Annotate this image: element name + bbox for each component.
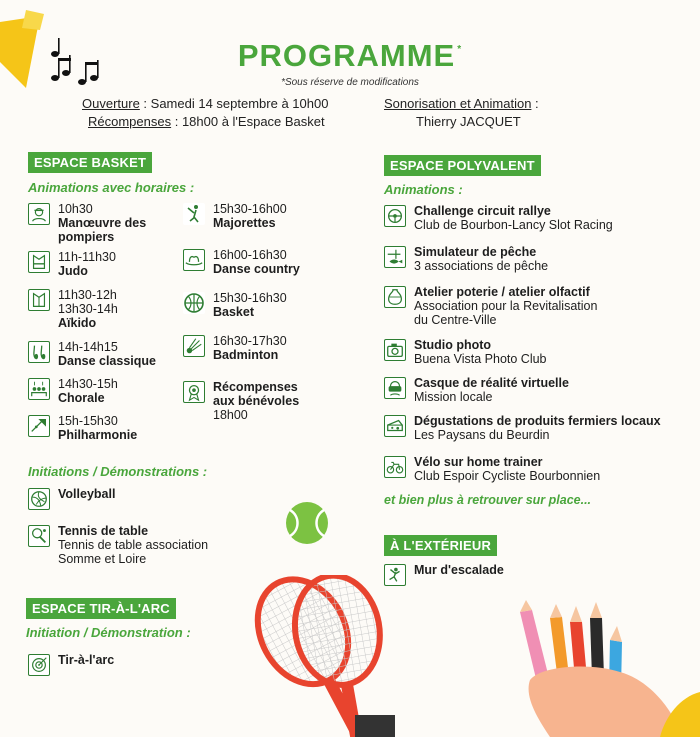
list-item: 15h30-16h00 Majorettes — [183, 202, 287, 230]
opening-info: Ouverture : Samedi 14 septembre à 10h00 — [82, 96, 329, 111]
disclaimer: *Sous réserve de modifications — [281, 77, 419, 88]
awards-info: Récompenses : 18h00 à l'Espace Basket — [88, 114, 325, 129]
section-polyvalent-title: ESPACE POLYVALENT — [384, 155, 541, 176]
section-archery-title: ESPACE TIR-À-L'ARC — [26, 598, 176, 619]
tennis-ball-illustration — [284, 500, 330, 546]
vr-headset-icon — [384, 377, 406, 399]
list-item: Challenge circuit rallye Club de Bourbon-Lancy Slot Racing — [384, 204, 613, 232]
majorette-icon — [183, 203, 205, 225]
hand-pencils-illustration — [510, 600, 700, 737]
list-item: Vélo sur home trainer Club Espoir Cycliste Bourbonnien — [384, 455, 600, 483]
list-item: Studio photo Buena Vista Photo Club — [384, 338, 547, 366]
list-item: 14h-14h15 Danse classique — [28, 340, 156, 368]
judo-icon — [28, 251, 50, 273]
list-item: 11h-11h30 Judo — [28, 250, 116, 278]
more-on-site: et bien plus à retrouver sur place... — [384, 493, 592, 507]
list-item: Casque de réalité virtuelle Mission locale — [384, 376, 569, 404]
ballet-shoes-icon — [28, 341, 50, 363]
bicycle-icon — [384, 456, 406, 478]
list-item: Récompenses aux bénévoles 18h00 — [183, 380, 309, 422]
section-basket-title: ESPACE BASKET — [28, 152, 152, 173]
section-outdoor-title: À L'EXTÉRIEUR — [384, 535, 497, 556]
cowboy-hat-icon — [183, 249, 205, 271]
basket-demos-subtitle: Initiations / Démonstrations : — [28, 464, 208, 479]
volleyball-icon — [28, 488, 50, 510]
sound-name: Thierry JACQUET — [416, 114, 521, 129]
list-item: Atelier poterie / atelier olfactif Association pour la Revitalisation du Centre-Ville — [384, 285, 614, 327]
archery-target-icon — [28, 654, 50, 676]
list-item: Dégustations de produits fermiers locaux Les Paysans du Beurdin — [384, 414, 661, 442]
archery-subtitle: Initiation / Démonstration : — [26, 625, 191, 640]
list-item: 15h30-16h30 Basket — [183, 291, 287, 319]
list-item: 10h30 Manœuvre des pompiers — [28, 202, 158, 244]
firefighter-icon — [28, 203, 50, 225]
basketball-icon — [183, 292, 205, 314]
list-item: 14h30-15h Chorale — [28, 377, 118, 405]
aikido-icon — [28, 289, 50, 311]
list-item: Simulateur de pêche 3 associations de pêche — [384, 245, 548, 273]
tennis-rackets-illustration — [230, 575, 430, 737]
basket-subtitle: Animations avec horaires : — [28, 180, 195, 195]
list-item: 16h00-16h30 Danse country — [183, 248, 300, 276]
choir-icon — [28, 378, 50, 400]
list-item: Volleyball — [28, 487, 115, 510]
trumpet-icon — [28, 415, 50, 437]
list-item: Tir-à-l'arc — [28, 653, 114, 676]
list-item: 16h30-17h30 Badminton — [183, 334, 287, 362]
camera-icon — [384, 339, 406, 361]
table-tennis-icon — [28, 525, 50, 547]
sound-info: Sonorisation et Animation : — [384, 96, 539, 111]
shuttlecock-icon — [183, 335, 205, 357]
list-item: Mur d'escalade — [384, 563, 504, 586]
page-title: PROGRAMME * — [237, 38, 463, 73]
fishing-icon — [384, 246, 406, 268]
cheese-icon — [384, 415, 406, 437]
pottery-icon — [384, 286, 406, 308]
polyvalent-subtitle: Animations : — [384, 182, 463, 197]
list-item: 15h-15h30 Philharmonie — [28, 414, 137, 442]
list-item: Tennis de table Tennis de table association Somme et Loire — [28, 524, 228, 566]
list-item: 11h30-12h 13h30-14h Aïkido — [28, 288, 118, 330]
steering-wheel-icon — [384, 205, 406, 227]
medal-icon — [183, 381, 205, 403]
